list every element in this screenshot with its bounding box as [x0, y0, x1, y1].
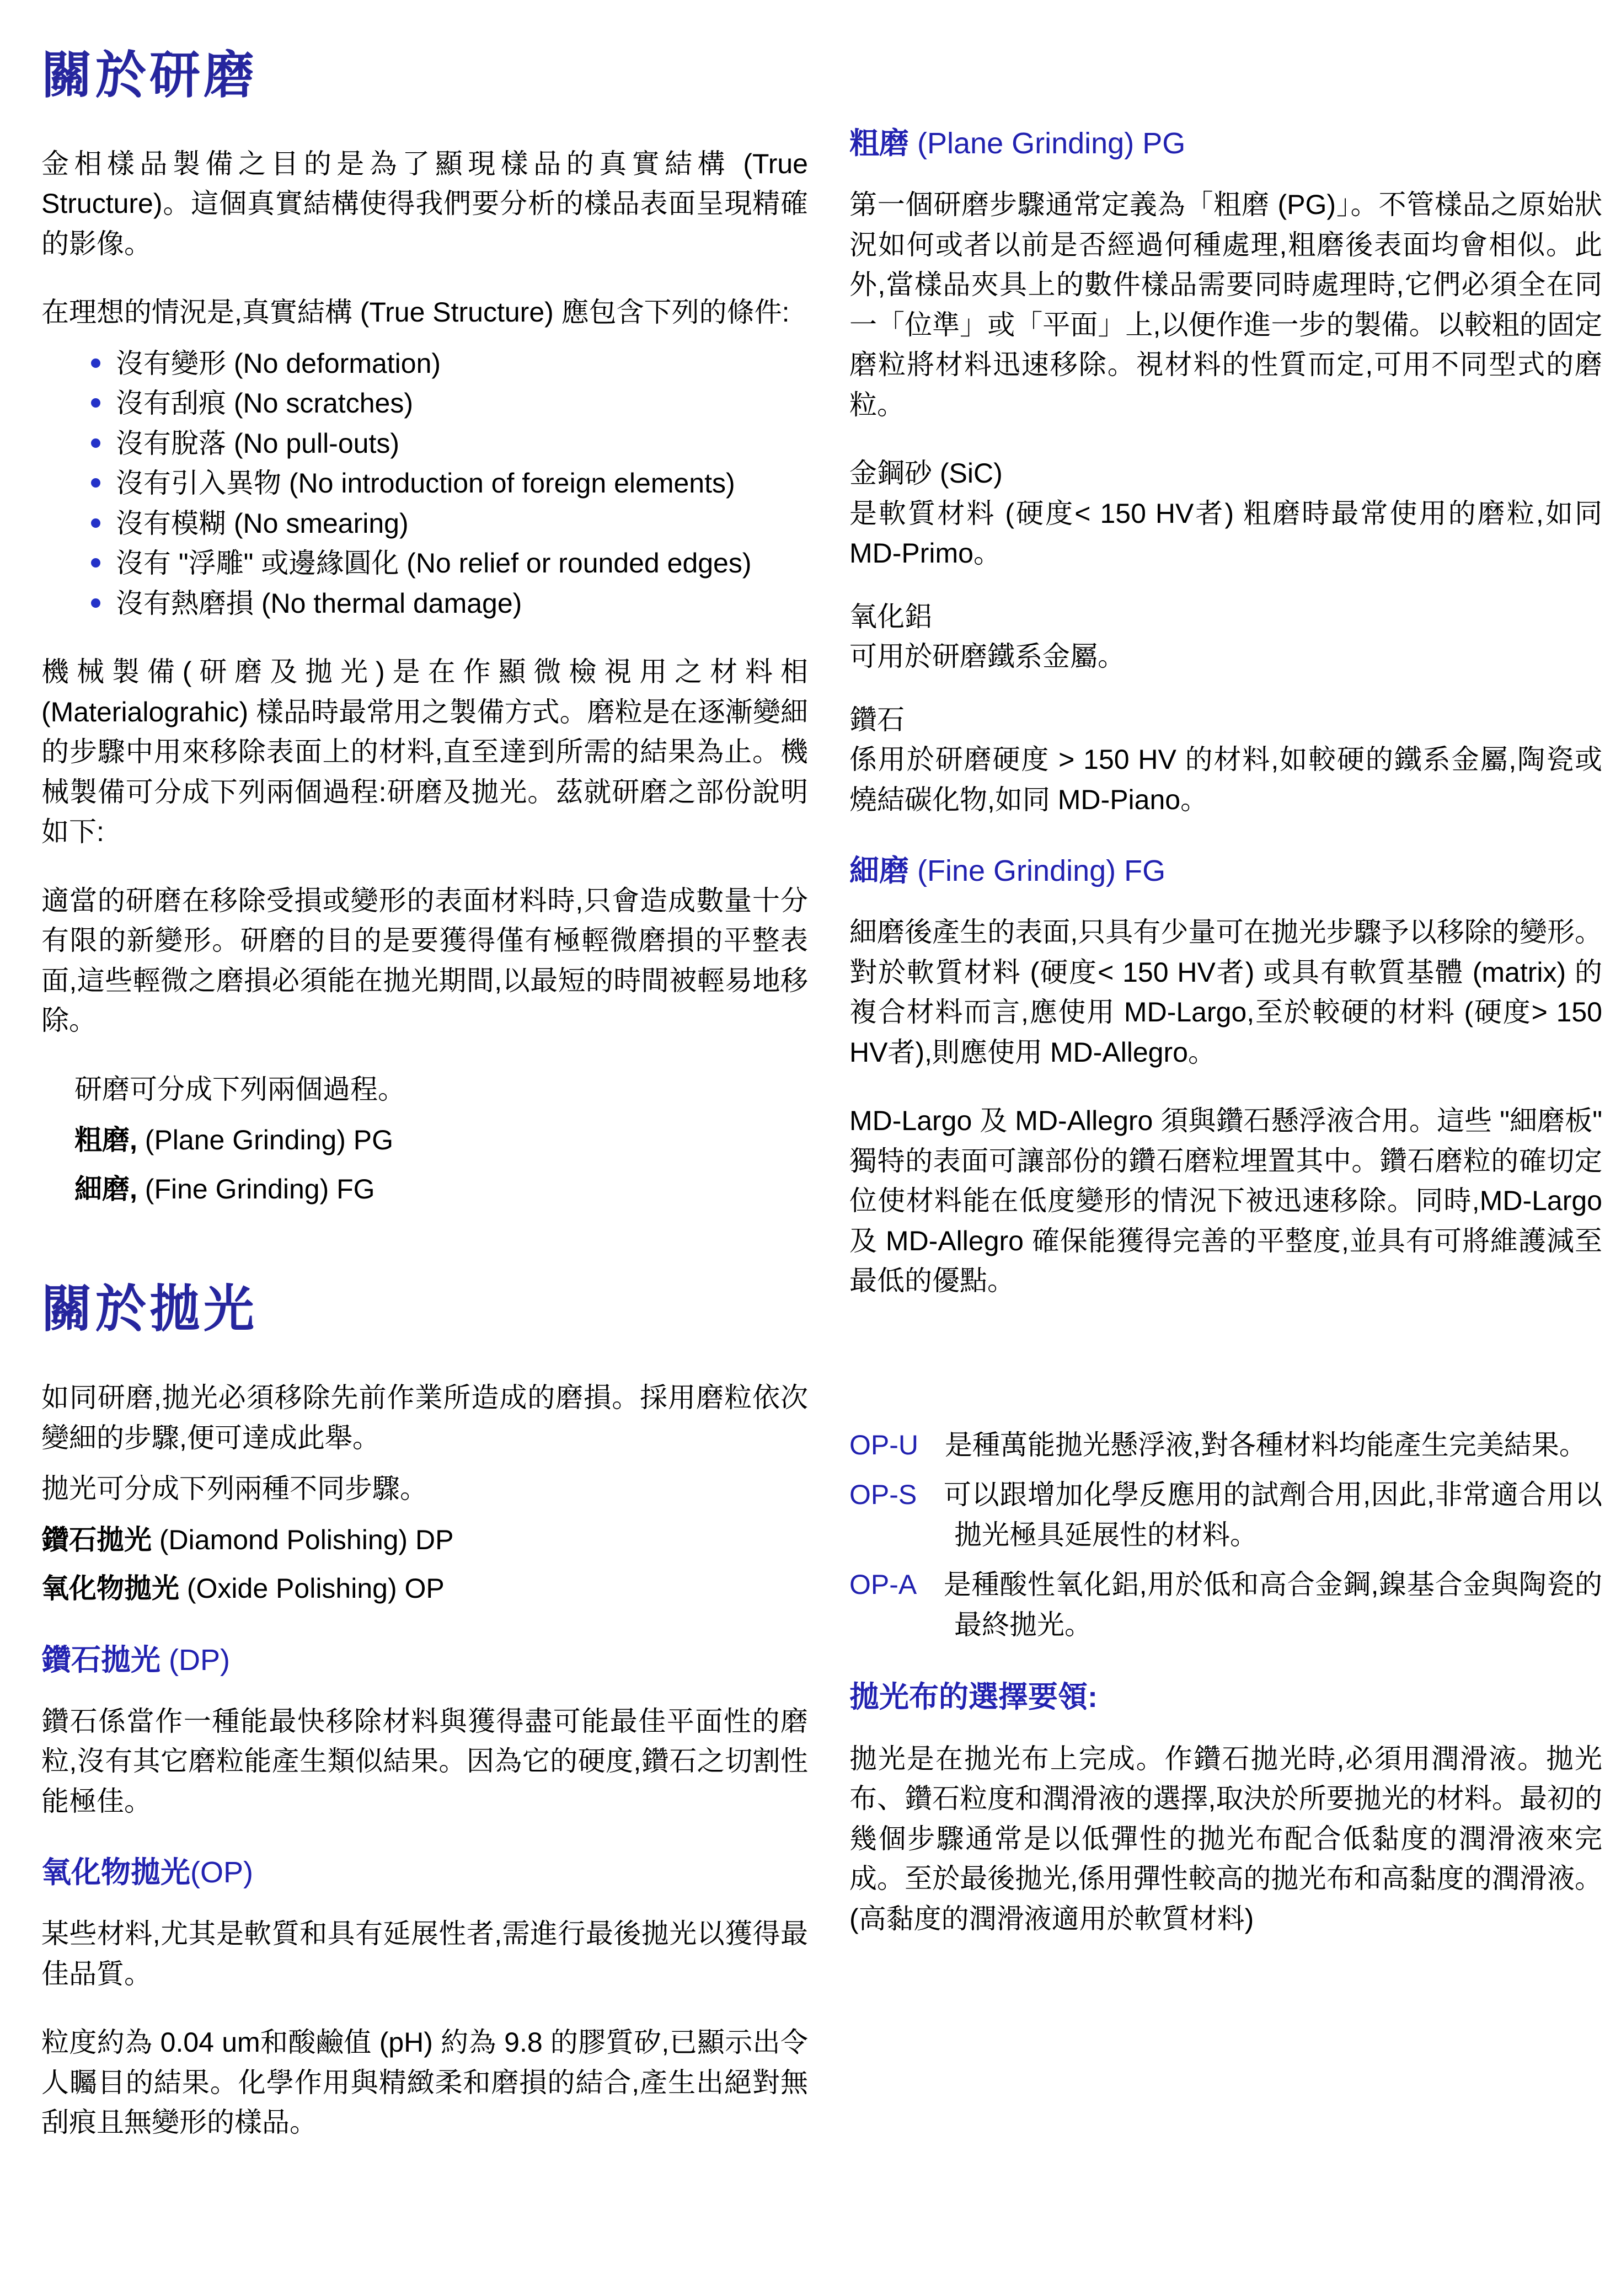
polishing-steps-intro: 拋光可分成下列兩種不同步驟。	[41, 1473, 427, 1505]
abrasive-item-alumina	[849, 597, 1602, 677]
heading-zh: 粗磨	[849, 127, 909, 160]
grinding-process-intro: 研磨可分成下列兩個過程。	[74, 1073, 405, 1105]
suspension-description: 可以跟增加化學反應用的試劑合用,因此,非常適合用以拋光極具延展性的材料。	[943, 1479, 1602, 1550]
heading-en: (OP)	[190, 1856, 253, 1890]
process-detail: (Fine Grinding) FG	[137, 1173, 375, 1205]
mechanical-preparation-paragraph: 機械製備(研磨及拋光)是在作顯微檢視用之材料相 (Materialograhic) 樣品時最常用之製備方式。磨粒是在逐漸變細的步驟中用來移除表面上的材料,直至達到所需的結果為止。機械製備可分成下列兩個過程:研磨及拋光。茲就研磨之部份說明如下:	[41, 656, 808, 848]
bullet-text: 沒有脫落 (No pull-outs)	[116, 427, 399, 459]
bullet-icon	[91, 558, 100, 568]
suspension-description: 是種酸性氧化鋁,用於低和高合金鋼,鎳基合金與陶瓷的最終拋光。	[943, 1569, 1602, 1640]
process-name: 細磨,	[74, 1173, 137, 1205]
bullet-item	[41, 383, 808, 424]
suspension-item-op-u	[849, 1425, 1602, 1465]
heading-zh: 細磨	[849, 854, 909, 888]
suspension-label: OP-U	[849, 1429, 918, 1460]
bullet-icon	[91, 398, 100, 408]
plane-grinding-paragraph: 第一個研磨步驟通常定義為「粗磨 (PG)」。不管樣品之原始狀況如何或者以前是否經過何種處理,粗磨後表面均會相似。此外,當樣品夾具上的數件樣品需要同時處理時,它們必須全在同一「位準」或「平面」上,以便作進一步的製備。以較粗的固定磨粒將材料迅速移除。視材料的性質而定,可用不同型式的磨粒。	[849, 189, 1602, 420]
bullet-icon	[91, 438, 100, 448]
fine-grinding-paragraph-2: MD-Largo 及 MD-Allegro 須與鑽石懸浮液合用。這些 "細磨板" 獨特的表面可讓部份的鑽石磨粒埋置其中。鑽石磨粒的確切定位使材料能在低度變形的情況下被迅速移除。同時,MD-Largo 及 MD-Allegro 確保能獲得完善的平整度,並具有可將維護減至最低的優點。	[849, 1105, 1602, 1297]
abrasive-description: 是軟質材料 (硬度< 150 HV者) 粗磨時最常使用的磨粒,如同 MD-Primo。	[849, 497, 1602, 569]
fine-grinding-paragraph-1: 細磨後產生的表面,只具有少量可在拋光步驟予以移除的變形。對於軟質材料 (硬度< 150 HV者) 或具有軟質基體 (matrix) 的複合材料而言,應使用 MD-Largo,至於較硬的材料 (硬度> 150 HV者),則應使用 MD-Allegro。	[849, 917, 1602, 1068]
abrasive-name: 金鋼砂 (SiC)	[849, 458, 1003, 489]
process-name: 粗磨,	[74, 1125, 137, 1156]
section-title-polishing: 關於拋光	[41, 1281, 258, 1338]
bullet-icon	[91, 518, 100, 528]
polishing-intro-paragraph: 如同研磨,拋光必須移除先前作業所造成的磨損。採用磨粒依次變細的步驟,便可達成此舉。	[41, 1382, 808, 1453]
bullet-icon	[91, 598, 100, 608]
condition-bullet-list	[41, 344, 808, 624]
heading-plane-grinding	[849, 124, 1602, 163]
step-name: 鑽石拋光	[41, 1524, 152, 1555]
heading-zh: 拋光布的選擇要領:	[849, 1680, 1098, 1714]
section-fine-grinding	[849, 852, 1602, 1301]
section-title-grinding: 關於研磨	[41, 47, 258, 104]
abrasive-name: 氧化鋁	[849, 601, 932, 632]
step-item-diamond-polishing	[41, 1520, 808, 1560]
heading-zh: 氧化物拋光	[41, 1856, 190, 1890]
bullet-item	[41, 424, 808, 464]
bullet-icon	[91, 358, 100, 368]
abrasive-description: 係用於研磨硬度 > 150 HV 的材料,如較硬的鐵系金屬,陶瓷或燒結碳化物,如同 MD-Piano。	[849, 744, 1602, 815]
bullet-text: 沒有刮痕 (No scratches)	[116, 388, 413, 419]
cloth-selection-paragraph: 拋光是在拋光布上完成。作鑽石拋光時,必須用潤滑液。拋光布、鑽石粒度和潤滑液的選擇,取決於所要拋光的材料。最初的幾個步驟通常是以低彈性的拋光布配合低黏度的潤滑液來完成。至於最後拋光,係用彈性較高的拋光布和高黏度的潤滑液。(高黏度的潤滑液適用於軟質材料)	[849, 1743, 1602, 1934]
bullet-item	[41, 504, 808, 544]
suspension-item-op-a	[849, 1565, 1602, 1645]
diamond-polishing-paragraph: 鑽石係當作一種能最快移除材料與獲得盡可能最佳平面性的磨粒,沒有其它磨粒能產生類似結果。因為它的硬度,鑽石之切割性能極佳。	[41, 1705, 808, 1817]
heading-en: (Plane Grinding) PG	[909, 127, 1186, 160]
bullet-item	[41, 584, 808, 624]
process-item-fine-grinding	[41, 1169, 808, 1209]
suspension-label: OP-A	[849, 1569, 917, 1601]
section-about-grinding	[41, 47, 808, 1209]
process-item-plane-grinding	[41, 1120, 808, 1160]
suspension-label: OP-S	[849, 1479, 917, 1511]
right-column	[849, 30, 1602, 2171]
abrasive-item-diamond	[849, 700, 1602, 820]
step-name: 氧化物拋光	[41, 1573, 179, 1604]
heading-fine-grinding	[849, 852, 1602, 890]
section-about-polishing	[41, 1281, 808, 2143]
heading-en: (Fine Grinding) FG	[909, 854, 1166, 888]
step-item-oxide-polishing	[41, 1569, 808, 1609]
proper-grinding-paragraph: 適當的研磨在移除受損或變形的表面材料時,只會造成數量十分有限的新變形。研磨的目的是要獲得僅有極輕微磨損的平整表面,這些輕微之磨損必須能在拋光期間,以最短的時間被輕易地移除。	[41, 885, 808, 1036]
bullet-item	[41, 463, 808, 504]
step-detail: (Diamond Polishing) DP	[152, 1524, 454, 1555]
abrasive-description: 可用於研磨鐵系金屬。	[849, 641, 1125, 672]
step-detail: (Oxide Polishing) OP	[179, 1573, 445, 1604]
bullet-text: 沒有熱磨損 (No thermal damage)	[116, 587, 522, 619]
grinding-intro-paragraph: 金相樣品製備之目的是為了顯現樣品的真實結構 (True Structure)。這個真實結構使得我們要分析的樣品表面呈現精確的影像。	[41, 148, 808, 259]
section-plane-grinding	[849, 124, 1602, 820]
process-detail: (Plane Grinding) PG	[137, 1125, 393, 1156]
heading-zh: 鑽石拋光	[41, 1643, 161, 1677]
bullet-text: 沒有模糊 (No smearing)	[116, 507, 409, 539]
bullet-text: 沒有 "浮雕" 或邊緣圓化 (No relief or rounded edges)	[116, 548, 752, 579]
bullet-icon	[91, 478, 100, 488]
bullet-text: 沒有引入異物 (No introduction of foreign elements)	[116, 468, 735, 499]
section-polishing-suspensions	[849, 1425, 1602, 1939]
suspension-description: 是種萬能拋光懸浮液,對各種材料均能產生完美結果。	[945, 1429, 1587, 1460]
left-column	[41, 30, 808, 2171]
bullet-item	[41, 344, 808, 384]
heading-en: (DP)	[161, 1643, 230, 1677]
bullet-item	[41, 543, 808, 584]
oxide-polishing-paragraph-2: 粒度約為 0.04 um和酸鹼值 (pH) 約為 9.8 的膠質矽,已顯示出令人矚目的結果。化學作用與精緻柔和磨損的結合,產生出絕對無刮痕且無變形的樣品。	[41, 2027, 808, 2138]
suspension-item-op-s	[849, 1475, 1602, 1555]
abrasive-item-sic	[849, 453, 1602, 574]
heading-cloth-selection	[849, 1678, 1602, 1716]
bullet-text: 沒有變形 (No deformation)	[116, 347, 441, 379]
grinding-conditions-paragraph: 在理想的情況是,真實結構 (True Structure) 應包含下列的條件:	[41, 297, 790, 328]
oxide-polishing-paragraph-1: 某些材料,尤其是軟質和具有延展性者,需進行最後拋光以獲得最佳品質。	[41, 1918, 808, 1989]
heading-oxide-polishing	[41, 1853, 808, 1892]
heading-diamond-polishing	[41, 1641, 808, 1679]
abrasive-name: 鑽石	[849, 704, 905, 735]
